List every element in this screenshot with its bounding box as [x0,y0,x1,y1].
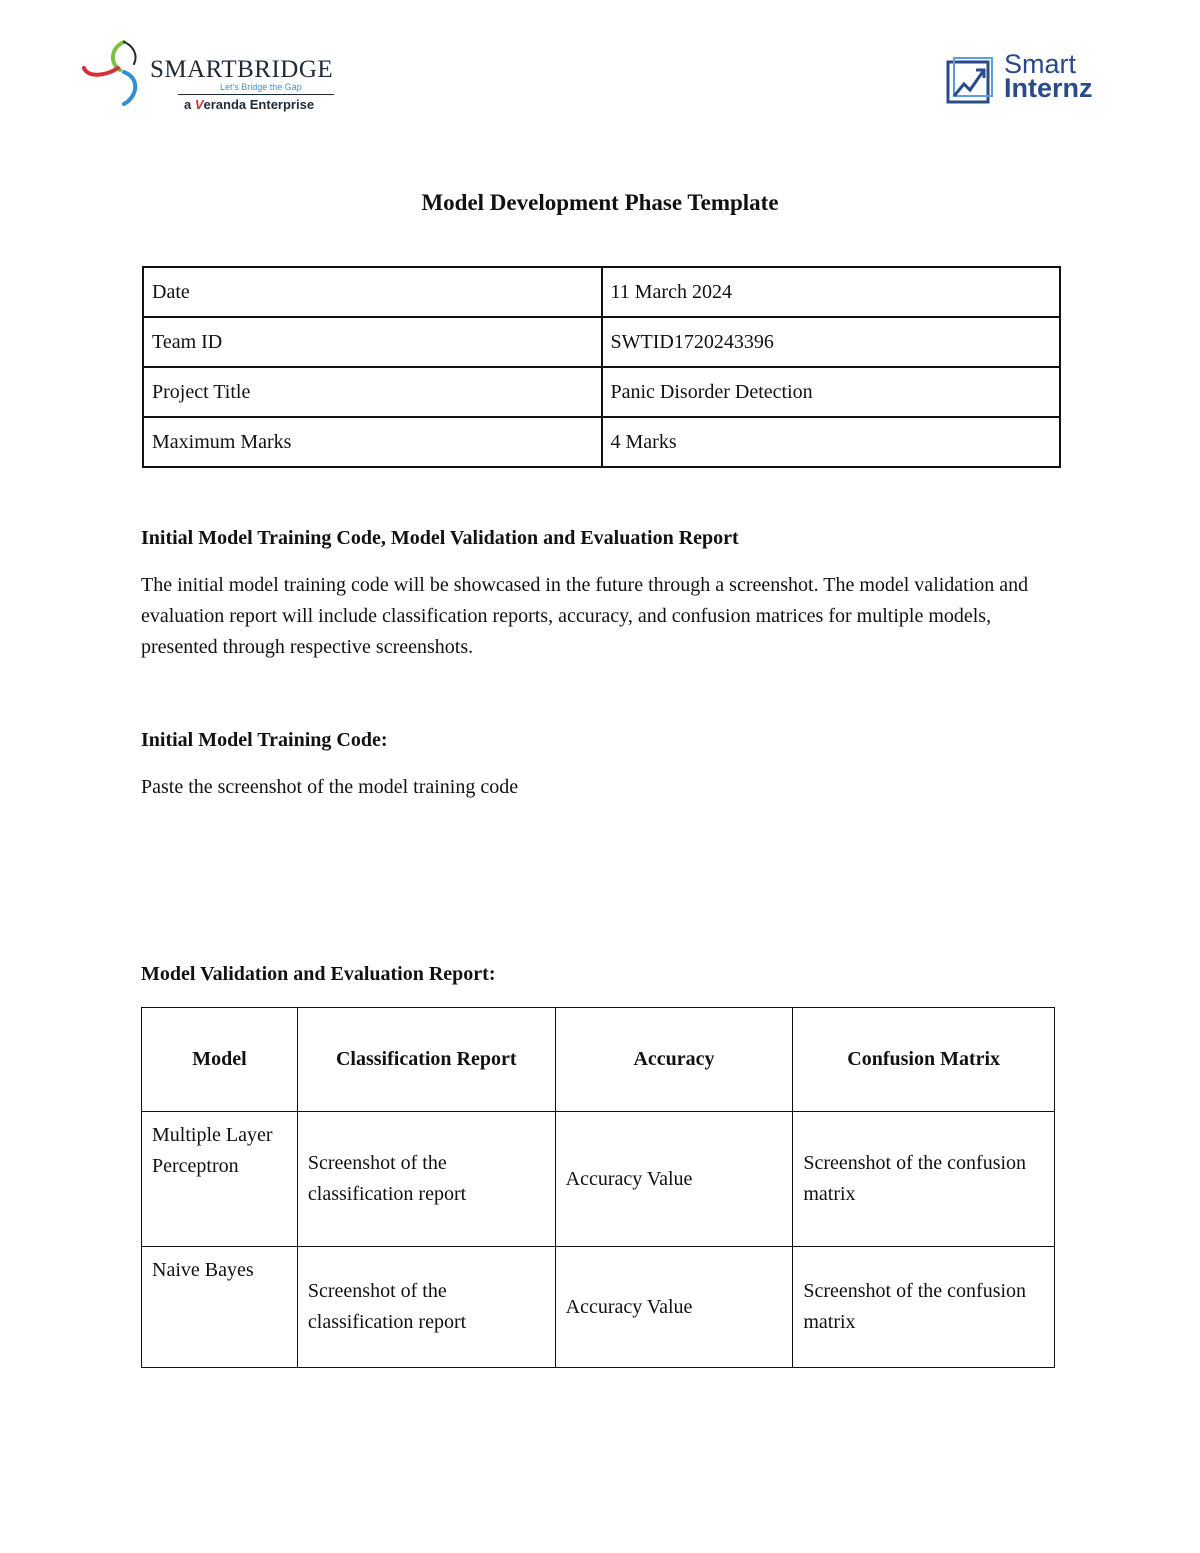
enterprise-label [184,97,314,112]
smartinternz-wordmark [1004,49,1093,103]
report-cell: Screenshot of the classification report [297,1247,555,1368]
info-row [143,267,1060,317]
enterprise-prefix: a [184,97,195,112]
accuracy-cell: Accuracy Value [555,1247,793,1368]
table-header-row [142,1008,1055,1112]
model-cell: Multiple Layer Perceptron [142,1112,298,1247]
smartbridge-tagline: Let's Bridge the Gap [220,82,302,92]
info-value: Panic Disorder Detection [602,367,1061,417]
table-row [142,1112,1055,1247]
matrix-cell: Screenshot of the confusion matrix [793,1247,1055,1368]
matrix-cell: Screenshot of the confusion matrix [793,1112,1055,1247]
info-value: 11 March 2024 [602,267,1061,317]
logo-divider [178,94,334,95]
enterprise-rest: eranda Enterprise [203,97,315,112]
smartinternz-logo [946,49,1121,112]
column-header-accuracy: Accuracy [555,1008,793,1112]
smartbridge-swirl-icon [80,38,150,110]
training-heading: Initial Model Training Code: [141,729,388,751]
enterprise-v: V [194,97,204,112]
info-row [143,317,1060,367]
table-row [142,1247,1055,1368]
column-header-confusion-matrix: Confusion Matrix [793,1008,1055,1112]
smartbridge-logo [80,38,340,118]
smartinternz-mark-icon [946,56,994,104]
column-header-classification-report: Classification Report [297,1008,555,1112]
info-label: Team ID [143,317,602,367]
column-header-model: Model [142,1008,298,1112]
training-instruction: Paste the screenshot of the model training code [141,776,519,798]
model-cell: Naive Bayes [142,1247,298,1368]
report-cell: Screenshot of the classification report [297,1112,555,1247]
info-row [143,417,1060,467]
info-value: 4 Marks [602,417,1061,467]
info-label: Project Title [143,367,602,417]
smartinternz-line1: Smart [1004,49,1077,79]
intro-heading: Initial Model Training Code, Model Validation and Evaluation Report [141,527,739,549]
page-title: Model Development Phase Template [421,190,779,215]
smartbridge-name: SMARTBRIDGE [150,56,334,83]
info-value: SWTID1720243396 [602,317,1061,367]
accuracy-cell: Accuracy Value [555,1112,793,1247]
info-label: Date [143,267,602,317]
smartinternz-line2: Internz [1004,73,1093,103]
evaluation-table [141,1007,1055,1368]
info-table [142,266,1061,468]
intro-paragraph: The initial model training code will be showcased in the future through a screenshot. The model validation and evaluation report will include classification reports, accuracy, and confusion matrices for multiple models, presented through respective screenshots. [141,574,1029,658]
validation-heading: Model Validation and Evaluation Report: [141,963,496,985]
info-row [143,367,1060,417]
info-label: Maximum Marks [143,417,602,467]
